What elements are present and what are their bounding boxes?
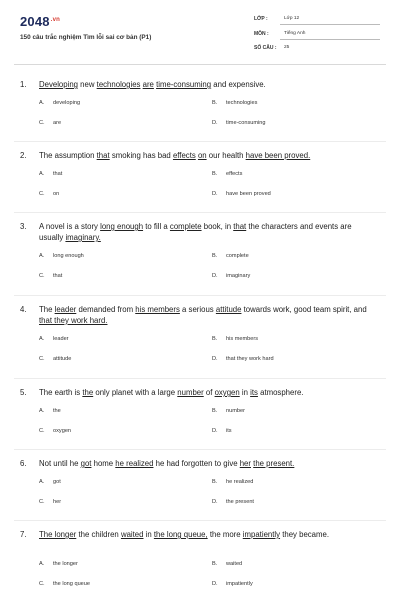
underlined-segment: imaginary. bbox=[65, 233, 101, 242]
question-stem bbox=[20, 79, 376, 90]
option-letter: A. bbox=[39, 479, 45, 485]
text-segment: A novel is a story bbox=[39, 222, 101, 231]
option-text: leader bbox=[53, 336, 69, 342]
answer-options bbox=[20, 243, 376, 287]
option-text: impatiently bbox=[226, 581, 253, 587]
option-text: her bbox=[53, 499, 62, 505]
question-text bbox=[39, 304, 376, 326]
underlined-segment: that bbox=[233, 222, 247, 231]
question-text bbox=[39, 387, 376, 398]
option-b[interactable] bbox=[212, 253, 249, 259]
question-stem bbox=[20, 221, 376, 243]
option-letter: B. bbox=[212, 408, 218, 414]
option-letter: D. bbox=[212, 120, 218, 126]
question-number: 5. bbox=[20, 388, 27, 397]
option-letter: A. bbox=[39, 336, 45, 342]
logo-suffix: .vn bbox=[50, 16, 61, 23]
text-segment: the more bbox=[207, 530, 243, 539]
question-4 bbox=[20, 304, 376, 370]
option-letter: A. bbox=[39, 171, 45, 177]
text-segment: The bbox=[39, 305, 55, 314]
answer-options bbox=[20, 161, 376, 205]
text-segment: only planet with a large bbox=[93, 388, 178, 397]
option-letter: B. bbox=[212, 100, 218, 106]
option-text: the longer bbox=[53, 561, 78, 567]
option-text: are bbox=[53, 120, 62, 126]
option-b[interactable] bbox=[212, 100, 257, 106]
underlined-segment: leader bbox=[54, 305, 77, 314]
option-letter: B. bbox=[212, 561, 218, 567]
option-a[interactable] bbox=[39, 253, 84, 259]
option-d[interactable] bbox=[212, 499, 254, 505]
text-segment: and expensive. bbox=[211, 80, 266, 89]
question-stem bbox=[20, 304, 376, 326]
option-a[interactable] bbox=[39, 479, 61, 485]
text-segment: smoking has bad bbox=[109, 151, 173, 160]
text-segment: The assumption bbox=[39, 151, 97, 160]
meta-subject bbox=[254, 31, 380, 40]
option-d[interactable] bbox=[212, 428, 232, 434]
underlined-segment: Developing bbox=[39, 80, 79, 89]
meta-class bbox=[254, 16, 380, 25]
meta-divider bbox=[280, 24, 380, 25]
option-text: that bbox=[53, 273, 63, 279]
option-b[interactable] bbox=[212, 336, 258, 342]
option-text: waited bbox=[226, 561, 243, 567]
underlined-segment: the bbox=[82, 388, 94, 397]
option-d[interactable] bbox=[212, 356, 274, 362]
question-number: 2. bbox=[20, 151, 27, 160]
option-text: long enough bbox=[53, 253, 84, 259]
text-segment: The earth is bbox=[39, 388, 83, 397]
option-letter: A. bbox=[39, 253, 45, 259]
text-segment: atmosphere. bbox=[257, 388, 304, 397]
answer-options bbox=[20, 469, 376, 513]
option-text: developing bbox=[53, 100, 81, 106]
option-letter: C. bbox=[39, 191, 45, 197]
underlined-segment: the present. bbox=[253, 459, 295, 468]
text-segment: towards work, good team spirit, and bbox=[241, 305, 367, 314]
option-text: the bbox=[53, 408, 61, 414]
question-number: 1. bbox=[20, 80, 27, 89]
question-divider bbox=[14, 520, 386, 521]
underlined-segment: the long queue, bbox=[153, 530, 208, 539]
option-b[interactable] bbox=[212, 561, 242, 567]
option-b[interactable] bbox=[212, 171, 242, 177]
question-divider bbox=[14, 449, 386, 450]
meta-class-label: LỚP : bbox=[254, 16, 268, 22]
option-text: he realized bbox=[226, 479, 254, 485]
underlined-segment: are bbox=[142, 80, 154, 89]
option-c[interactable] bbox=[39, 428, 71, 434]
meta-class-value: Lớp 12 bbox=[284, 16, 300, 21]
option-a[interactable] bbox=[39, 408, 61, 414]
underlined-segment: effects bbox=[172, 151, 196, 160]
question-number: 3. bbox=[20, 222, 27, 231]
option-letter: B. bbox=[212, 171, 218, 177]
meta-count-label: SỐ CÂU : bbox=[254, 45, 277, 51]
question-stem bbox=[20, 529, 376, 551]
question-text bbox=[39, 150, 376, 161]
underlined-segment: that they work hard. bbox=[39, 316, 108, 325]
option-d[interactable] bbox=[212, 273, 250, 279]
text-segment: our health bbox=[206, 151, 246, 160]
option-text: that bbox=[53, 171, 63, 177]
question-divider bbox=[14, 378, 386, 379]
underlined-segment: technologies bbox=[96, 80, 141, 89]
text-segment: to fill a bbox=[143, 222, 170, 231]
option-letter: D. bbox=[212, 191, 218, 197]
option-c[interactable] bbox=[39, 356, 71, 362]
underlined-segment: have been proved. bbox=[245, 151, 311, 160]
text-segment: Not until he bbox=[39, 459, 81, 468]
option-text: technologies bbox=[226, 100, 258, 106]
option-letter: A. bbox=[39, 561, 45, 567]
underlined-segment: impatiently bbox=[242, 530, 281, 539]
underlined-segment: oxygen bbox=[214, 388, 240, 397]
underlined-segment: complete bbox=[169, 222, 202, 231]
document-header bbox=[0, 0, 400, 62]
question-divider bbox=[14, 141, 386, 142]
question-text bbox=[39, 221, 376, 243]
option-letter: C. bbox=[39, 356, 45, 362]
option-letter: A. bbox=[39, 100, 45, 106]
option-text: complete bbox=[226, 253, 249, 259]
underlined-segment: her bbox=[239, 459, 251, 468]
option-text: got bbox=[53, 479, 61, 485]
option-letter: C. bbox=[39, 581, 45, 587]
text-segment: the children bbox=[76, 530, 121, 539]
header-divider bbox=[14, 64, 386, 65]
underlined-segment: The longer bbox=[39, 530, 77, 539]
question-stem bbox=[20, 387, 376, 398]
document-title: 150 câu trắc nghiệm Tìm lỗi sai cơ bản (P1) bbox=[20, 34, 152, 41]
site-logo[interactable] bbox=[20, 14, 60, 29]
option-letter: D. bbox=[212, 581, 218, 587]
option-letter: D. bbox=[212, 356, 218, 362]
meta-count-value: 25 bbox=[284, 45, 290, 50]
underlined-segment: on bbox=[197, 151, 207, 160]
option-text: effects bbox=[226, 171, 243, 177]
option-text: have been proved bbox=[226, 191, 271, 197]
text-segment: book, in bbox=[201, 222, 234, 231]
option-text: that they work hard bbox=[226, 356, 274, 362]
question-5 bbox=[20, 387, 376, 442]
option-text: the long queue bbox=[53, 581, 91, 587]
option-d[interactable] bbox=[212, 191, 271, 197]
question-stem bbox=[20, 458, 376, 469]
option-text: number bbox=[226, 408, 245, 414]
option-c[interactable] bbox=[39, 499, 61, 505]
meta-subject-label: MÔN : bbox=[254, 31, 269, 37]
underlined-segment: got bbox=[80, 459, 92, 468]
option-text: the present bbox=[226, 499, 254, 505]
question-1 bbox=[20, 79, 376, 134]
underlined-segment: that bbox=[96, 151, 110, 160]
text-segment: new bbox=[78, 80, 97, 89]
underlined-segment: number bbox=[177, 388, 204, 397]
text-segment: in bbox=[143, 530, 154, 539]
question-text bbox=[39, 458, 376, 469]
option-a[interactable] bbox=[39, 336, 69, 342]
text-segment: they became. bbox=[280, 530, 330, 539]
question-stem bbox=[20, 150, 376, 161]
text-segment: of bbox=[203, 388, 215, 397]
option-text: oxygen bbox=[53, 428, 72, 434]
underlined-segment: his members bbox=[135, 305, 180, 314]
option-c[interactable] bbox=[39, 581, 90, 587]
option-letter: C. bbox=[39, 120, 45, 126]
option-text: its bbox=[226, 428, 232, 434]
underlined-segment: he realized bbox=[115, 459, 154, 468]
option-letter: D. bbox=[212, 499, 218, 505]
option-text: attitude bbox=[53, 356, 72, 362]
question-3 bbox=[20, 221, 376, 287]
option-d[interactable] bbox=[212, 581, 253, 587]
option-letter: C. bbox=[39, 428, 45, 434]
option-a[interactable] bbox=[39, 561, 78, 567]
option-letter: C. bbox=[39, 499, 45, 505]
answer-options bbox=[20, 326, 376, 370]
underlined-segment: long enough bbox=[100, 222, 144, 231]
underlined-segment: waited bbox=[120, 530, 144, 539]
underlined-segment: time-consuming bbox=[156, 80, 212, 89]
question-2 bbox=[20, 150, 376, 205]
question-7 bbox=[20, 529, 376, 595]
option-c[interactable] bbox=[39, 120, 61, 126]
option-letter: D. bbox=[212, 428, 218, 434]
text-segment: the characters and events are usually bbox=[39, 222, 352, 242]
question-text bbox=[39, 529, 376, 540]
answer-options bbox=[20, 551, 376, 595]
option-letter: D. bbox=[212, 273, 218, 279]
option-c[interactable] bbox=[39, 191, 59, 197]
underlined-segment: attitude bbox=[215, 305, 242, 314]
option-letter: C. bbox=[39, 273, 45, 279]
text-segment: in bbox=[239, 388, 251, 397]
option-letter: A. bbox=[39, 408, 45, 414]
option-text: time-consuming bbox=[226, 120, 266, 126]
question-text bbox=[39, 79, 376, 90]
option-letter: B. bbox=[212, 253, 218, 259]
answer-options bbox=[20, 90, 376, 134]
text-segment: demanded from bbox=[76, 305, 136, 314]
question-divider bbox=[14, 212, 386, 213]
option-letter: B. bbox=[212, 336, 218, 342]
answer-options bbox=[20, 398, 376, 442]
option-c[interactable] bbox=[39, 273, 62, 279]
meta-divider bbox=[280, 39, 380, 40]
meta-count bbox=[254, 45, 380, 54]
text-segment: he had forgotten to give bbox=[153, 459, 240, 468]
option-a[interactable] bbox=[39, 100, 80, 106]
text-segment: a serious bbox=[179, 305, 216, 314]
text-segment: home bbox=[91, 459, 116, 468]
question-number: 6. bbox=[20, 459, 27, 468]
option-a[interactable] bbox=[39, 171, 62, 177]
option-letter: B. bbox=[212, 479, 218, 485]
option-text: imaginary bbox=[226, 273, 251, 279]
option-text: his members bbox=[226, 336, 259, 342]
underlined-segment: its bbox=[250, 388, 258, 397]
meta-subject-value: Tiếng Anh bbox=[284, 31, 306, 36]
question-6 bbox=[20, 458, 376, 513]
option-text: on bbox=[53, 191, 60, 197]
option-b[interactable] bbox=[212, 479, 253, 485]
question-number: 7. bbox=[20, 530, 27, 539]
option-d[interactable] bbox=[212, 120, 265, 126]
logo-main: 2048 bbox=[20, 14, 50, 29]
option-b[interactable] bbox=[212, 408, 245, 414]
question-divider bbox=[14, 295, 386, 296]
question-number: 4. bbox=[20, 305, 27, 314]
